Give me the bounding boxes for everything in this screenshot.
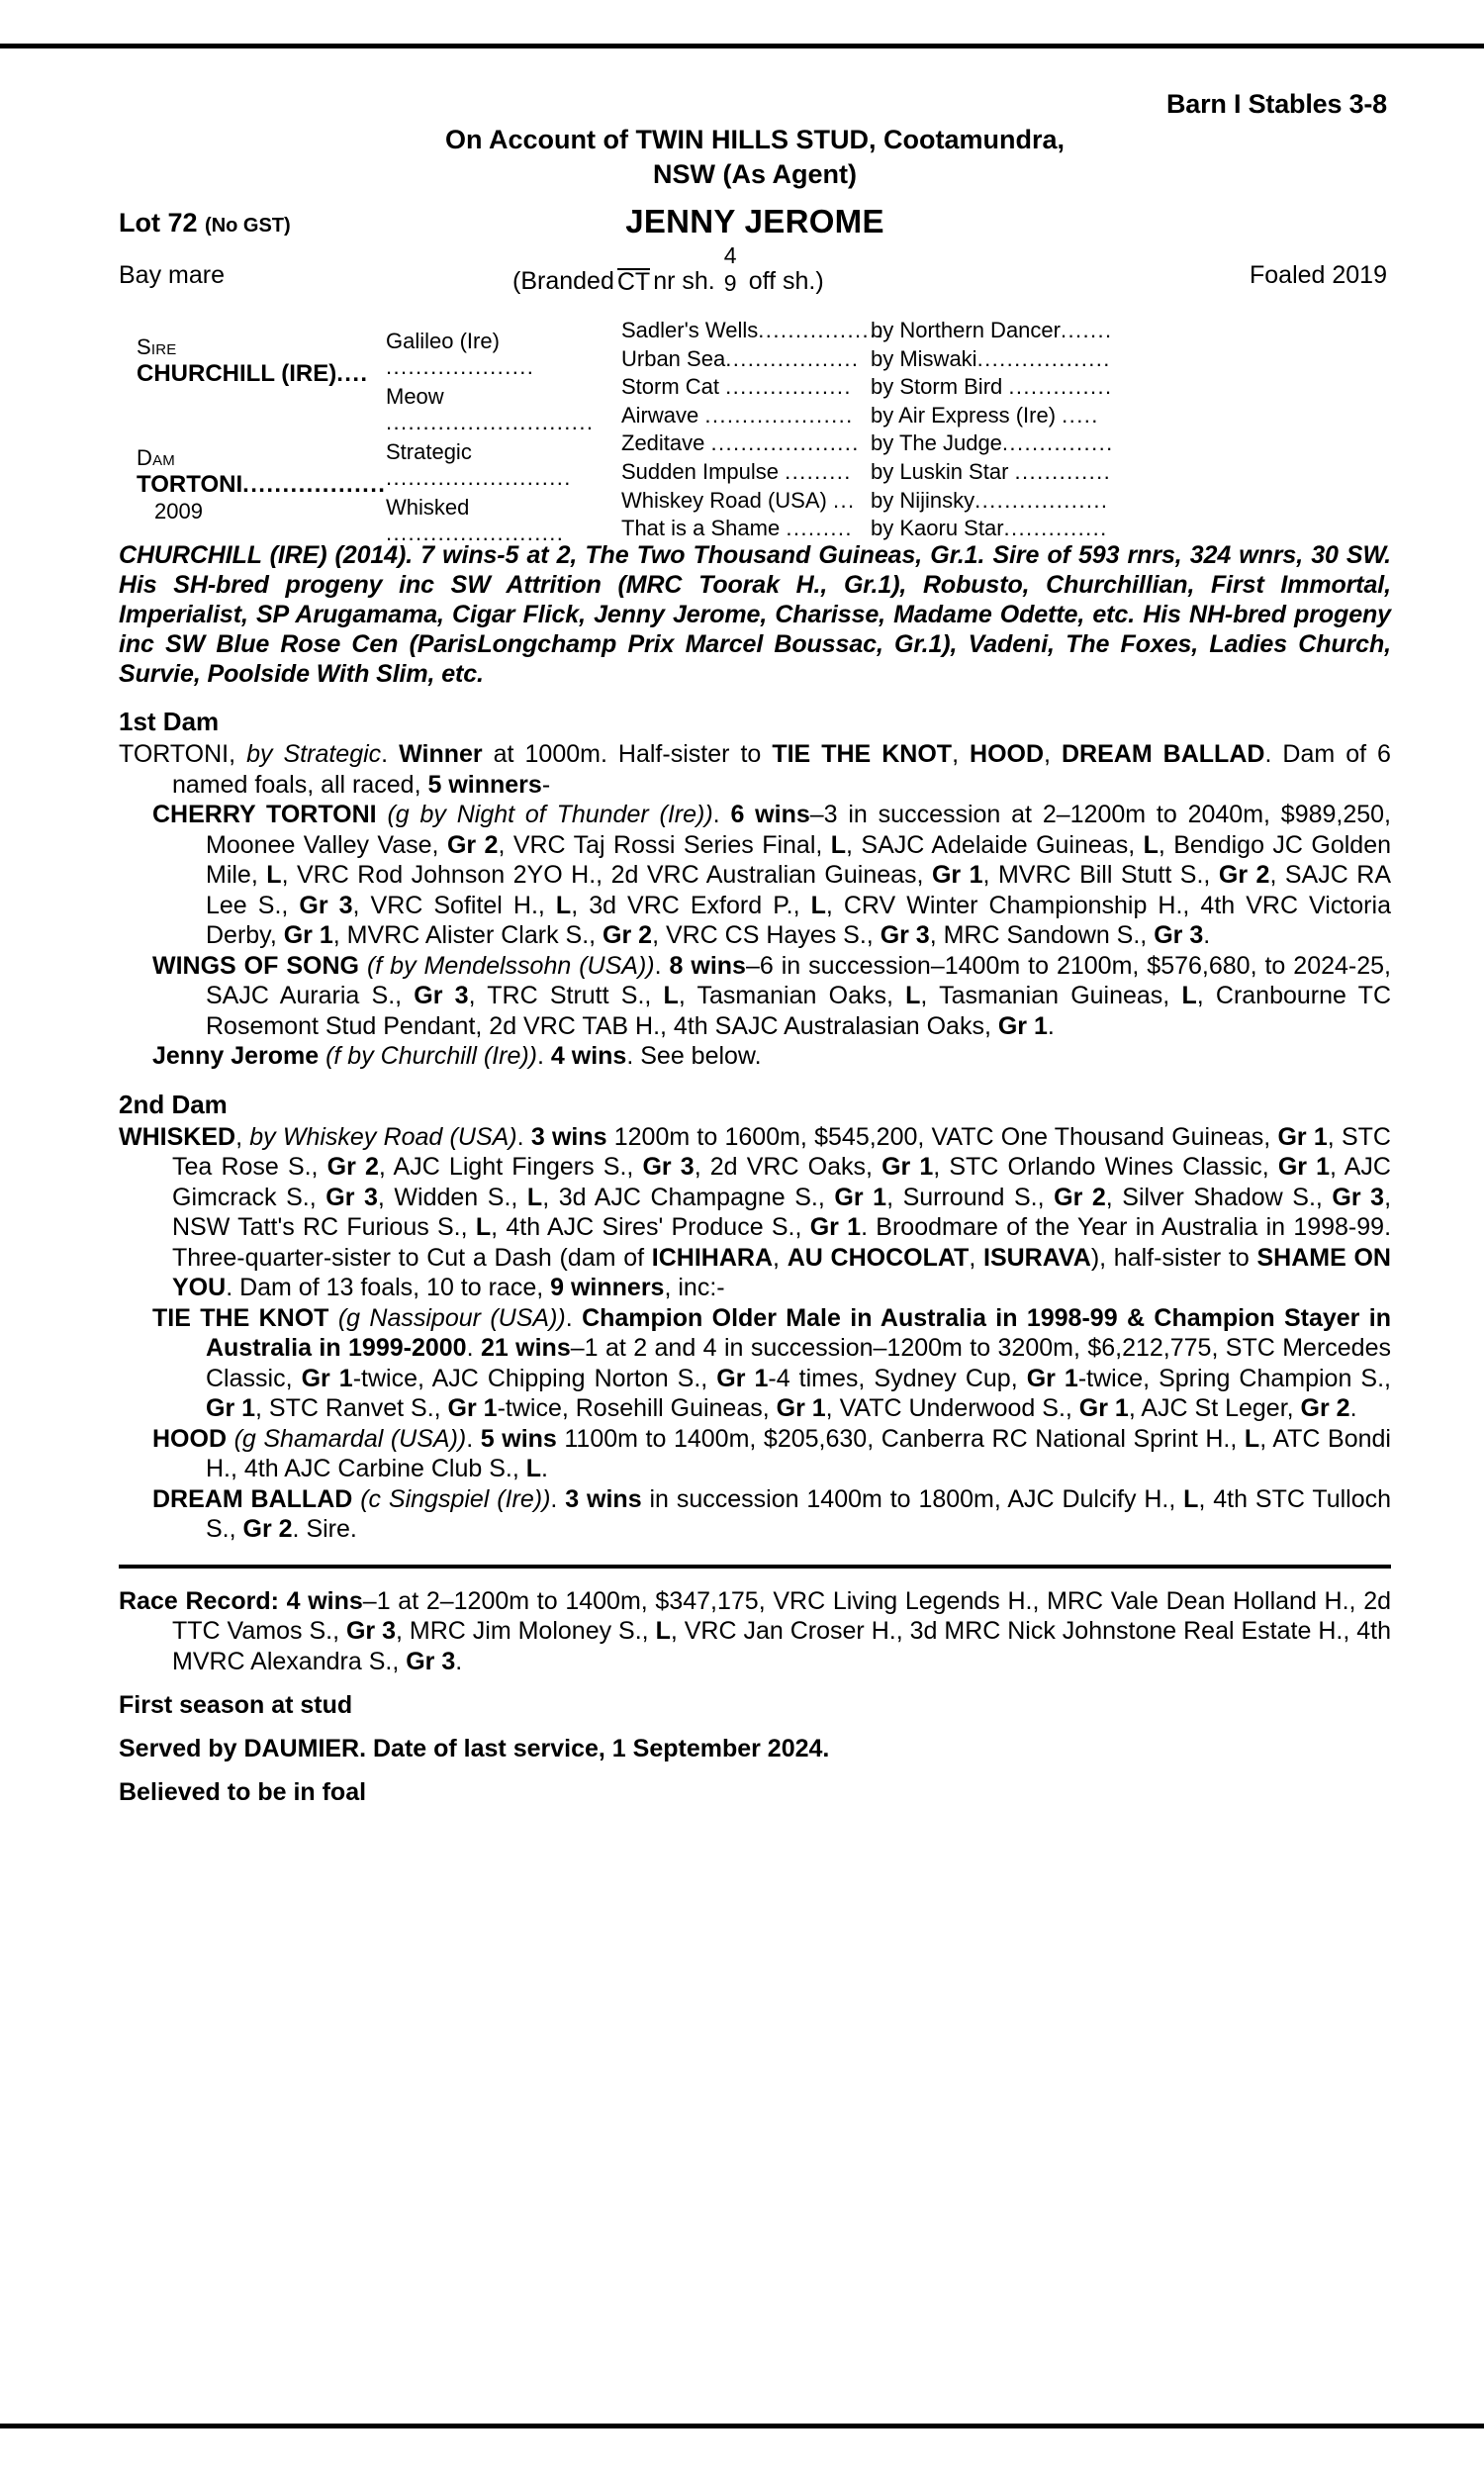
dam-name-row xyxy=(137,471,386,499)
stud-status: First season at stud xyxy=(119,1691,353,1719)
gen3-entry xyxy=(621,345,874,374)
gen3-dots: .................... xyxy=(710,430,860,456)
gen3-dots: ......... xyxy=(785,458,852,484)
pedigree-col-byline xyxy=(871,317,1167,543)
sire-name: CHURCHILL (IRE) xyxy=(137,360,337,387)
gen2-dots: ......................... xyxy=(386,465,572,490)
bottom-rule xyxy=(0,2424,1484,2428)
gen3-by-entry xyxy=(871,373,1167,402)
gen2-dots: .................... xyxy=(386,354,535,379)
gen2-entry xyxy=(386,439,623,491)
gen3-name: Zeditave xyxy=(621,430,705,456)
gen3-name: Storm Cat xyxy=(621,374,720,400)
gen2-dots: ........................ xyxy=(386,521,565,545)
gen3-dots: ................. xyxy=(725,374,852,400)
brand-fraction xyxy=(715,242,749,296)
first-dam-lead: TORTONI, by Strategic. Winner at 1000m. Half-sister to TIE THE KNOT, HOOD, DREAM BALLAD. Dam of 6 named foals, all raced, 5 winners- xyxy=(119,740,1391,799)
gen3-by: by Air Express (Ire) xyxy=(871,402,1057,428)
gen3-by-entry xyxy=(871,402,1167,430)
gen2-entry xyxy=(386,495,623,546)
gen3-dots: ......... xyxy=(786,516,853,541)
gen3-entry xyxy=(621,317,885,345)
sire-label: Sire xyxy=(137,334,177,359)
gen3-entry xyxy=(621,515,874,543)
gen3-by-dots: ............. xyxy=(1014,458,1112,484)
branded-mid: nr sh. xyxy=(653,267,715,295)
consignor-line-2: NSW (As Agent) xyxy=(653,159,857,189)
first-dam-heading: 1st Dam xyxy=(119,707,220,736)
gen3-name: That is a Shame xyxy=(621,516,781,541)
gst-note: (No GST) xyxy=(205,215,291,237)
gen3-by: by Miswaki xyxy=(871,345,977,371)
brand-numerator: 4 xyxy=(723,242,737,268)
description-row xyxy=(119,242,1391,303)
gen3-dots: .................... xyxy=(704,402,854,428)
sire-block xyxy=(137,334,369,388)
branded-suffix: off sh.) xyxy=(748,267,824,295)
gen3-by: by Northern Dancer xyxy=(871,318,1061,342)
gen3-name: Airwave xyxy=(621,402,699,428)
consignor-block xyxy=(119,123,1391,192)
gen3-entry xyxy=(621,429,874,458)
gen2-name: Meow xyxy=(386,384,444,409)
sire-dots: .... xyxy=(336,360,369,387)
gen3-by: by Luskin Star xyxy=(871,458,1009,484)
pedigree-table xyxy=(119,317,1391,545)
colour-sex: Bay mare xyxy=(119,261,225,289)
gen3-dots: .................. xyxy=(725,345,860,371)
gen3-by-dots: .................. xyxy=(976,345,1111,371)
lot-number-block xyxy=(119,208,291,238)
barn-location: Barn I Stables 3-8 xyxy=(1166,89,1387,119)
progeny-item: WINGS OF SONG (f by Mendelssohn (USA)). 8 wins–6 in succession–1400m to 2100m, $576,680, to 2024-25, SAJC Auraria S., Gr 3, TRC Strutt S., L, Tasmanian Oaks, L, Tasmanian Guineas, L, Cranbourne TC Rosemont Stud Pendant, 2d VRC TAB H., 4th SAJC Australasian Oaks, Gr 1. xyxy=(152,951,1391,1040)
gen3-entry xyxy=(621,458,874,487)
lot-number: Lot 72 xyxy=(119,208,198,238)
sire-name-row xyxy=(137,360,369,388)
gen3-by-entry xyxy=(871,429,1167,458)
gen3-entry xyxy=(621,373,874,402)
dam-dots: .................. xyxy=(242,471,387,498)
progeny-item: HOOD (g Shamardal (USA)). 5 wins 1100m to 1400m, $205,630, Canberra RC National Sprint H., L, ATC Bondi H., 4th AJC Carbine Club S., L. xyxy=(152,1424,1391,1482)
second-dam-lead: WHISKED, by Whiskey Road (USA). 3 wins 1200m to 1600m, $545,200, VATC One Thousand Guineas, Gr 1, STC Tea Rose S., Gr 2, AJC Light Fingers S., Gr 3, 2d VRC Oaks, Gr 1, STC Orlando Wines Classic, Gr 1, AJC Gimcrack S., Gr 3, Widden S., L, 3d AJC Champagne S., Gr 1, Surround S., Gr 2, Silver Shadow S., Gr 3, NSW Tatt's RC Furious S., L, 4th AJC Sires' Produce S., Gr 1. Broodmare of the Year in Australia in 1998-99. Three-quarter-sister to Cut a Dash (dam of ICHIHARA, AU CHOCOLAT, ISURAVA), half-sister to SHAME ON YOU. Dam of 13 foals, 10 to race, 9 winners, inc:- xyxy=(119,1122,1392,1301)
gen3-by: by Kaoru Star xyxy=(871,516,1004,541)
gen3-by: by The Judge xyxy=(871,430,1002,456)
gen3-by-entry xyxy=(871,458,1167,487)
gen3-dots: ................. xyxy=(758,318,885,342)
gen3-name: Whiskey Road (USA) xyxy=(621,487,827,513)
gen2-name: Whisked xyxy=(386,495,470,520)
served-by: Served by DAUMIER. Date of last service, 1 September 2024. xyxy=(119,1735,830,1762)
gen3-by-dots: .............. xyxy=(1008,374,1113,400)
foaled-year: Foaled 2019 xyxy=(1249,261,1387,289)
pedigree-col-greatgrandsires xyxy=(621,317,885,543)
gen3-by: by Storm Bird xyxy=(871,374,1003,400)
progeny-item: Jenny Jerome (f by Churchill (Ire)). 4 wins. See below. xyxy=(152,1042,762,1070)
progeny-item: DREAM BALLAD (c Singspiel (Ire)). 3 wins in succession 1400m to 1800m, AJC Dulcify H., L, 4th STC Tulloch S., Gr 2. Sire. xyxy=(152,1484,1392,1543)
gen3-entry xyxy=(621,402,874,430)
gen2-name: Strategic xyxy=(386,439,472,464)
gen3-by: by Nijinsky xyxy=(871,487,975,513)
gen2-name: Galileo (Ire) xyxy=(386,329,500,353)
gen3-by-entry xyxy=(871,487,1167,516)
brand-denominator: 9 xyxy=(723,270,737,296)
top-rule xyxy=(0,44,1484,48)
gen3-by-dots: ............... xyxy=(1001,430,1114,456)
gen3-by-entry xyxy=(871,317,1167,345)
dam-name: TORTONI xyxy=(137,471,243,498)
progeny-item: CHERRY TORTONI (g by Night of Thunder (Ire)). 6 wins–3 in succession at 2–1200m to 2040m, $989,250, Moonee Valley Vase, Gr 2, VRC Taj Rossi Series Final, L, SAJC Adelaide Guineas, L, Bendigo JC Golden Mile, L, VRC Rod Johnson 2YO H., 2d VRC Australian Guineas, Gr 1, MVRC Bill Stutt S., Gr 2, SAJC RA Lee S., Gr 3, VRC Sofitel H., L, 3d VRC Exford P., L, CRV Winter Championship H., 4th VRC Victoria Derby, Gr 1, MVRC Alister Clark S., Gr 2, VRC CS Hayes S., Gr 3, MRC Sandown S., Gr 3. xyxy=(152,801,1392,949)
gen3-name: Sudden Impulse xyxy=(621,458,779,484)
sire-summary-paragraph: CHURCHILL (IRE) (2014). 7 wins-5 at 2, The Two Thousand Guineas, Gr.1. Sire of 593 rnrs, 324 wnrs, 30 SW. His SH-bred progeny inc SW Attrition (MRC Toorak H., Gr.1), Robusto, Churchillian, First Immortal, Imperialist, SP Arugamama, Cigar Flick, Jenny Jerome, Charisse, Madame Odette, etc. His NH-bred progeny inc SW Blue Rose Cen (ParisLongchamp Prix Marcel Boussac, Gr.1), Vadeni, The Foxes, Ladies Church, Survie, Poolside With Slim, etc. xyxy=(119,541,1391,688)
gen2-dots: ............................ xyxy=(386,410,595,434)
gen3-entry xyxy=(621,487,874,516)
gen3-by-dots: .................. xyxy=(974,487,1109,513)
brand-glyph: CT xyxy=(616,268,651,296)
in-foal-status: Believed to be in foal xyxy=(119,1778,367,1806)
branded-prefix: (Branded xyxy=(512,267,614,295)
gen2-entry xyxy=(386,329,623,380)
second-dam-heading: 2nd Dam xyxy=(119,1089,228,1119)
gen3-name: Urban Sea xyxy=(621,345,726,371)
gen3-by-entry xyxy=(871,345,1167,374)
brand-mark-icon xyxy=(617,268,650,295)
progeny-item: TIE THE KNOT (g Nassipour (USA)). Champion Older Male in Australia in 1998-99 & Champion Stayer in Australia in 1999-2000. 21 wins–1 at 2 and 4 in succession–1200m to 3200m, $6,212,775, STC Mercedes Classic, Gr 1-twice, AJC Chipping Norton S., Gr 1-4 times, Sydney Cup, Gr 1-twice, Spring Champion S., Gr 1, STC Ranvet S., Gr 1-twice, Rosehill Guineas, Gr 1, VATC Underwood S., Gr 1, AJC St Leger, Gr 2. xyxy=(152,1303,1391,1422)
gen3-by-dots: ..... xyxy=(1062,402,1099,428)
gen3-dots: ... xyxy=(832,487,856,513)
gen3-by-entry xyxy=(871,515,1167,543)
dam-label: Dam xyxy=(137,445,175,470)
lot-row xyxy=(119,200,1391,247)
gen3-name: Sadler's Wells xyxy=(621,318,759,342)
gen2-entry xyxy=(386,384,623,435)
section-divider xyxy=(119,1565,1391,1569)
race-record: Race Record: 4 wins–1 at 2–1200m to 1400m, $347,175, VRC Living Legends H., MRC Vale Dean Holland H., 2d TTC Vamos S., Gr 3, MRC Jim Moloney S., L, VRC Jan Croser H., 3d MRC Nick Johnstone Real Estate H., 4th MVRC Alexandra S., Gr 3. xyxy=(119,1586,1392,1675)
brand-description xyxy=(512,242,824,296)
page-content xyxy=(119,87,1391,1807)
consignor-line-1: On Account of TWIN HILLS STUD, Cootamundra, xyxy=(445,125,1065,154)
gen3-by-dots: .............. xyxy=(1003,516,1108,541)
page-title: JENNY JEROME xyxy=(625,203,884,239)
dam-block xyxy=(137,445,386,524)
dam-year: 2009 xyxy=(154,499,203,523)
gen3-by-dots: ....... xyxy=(1060,318,1113,342)
